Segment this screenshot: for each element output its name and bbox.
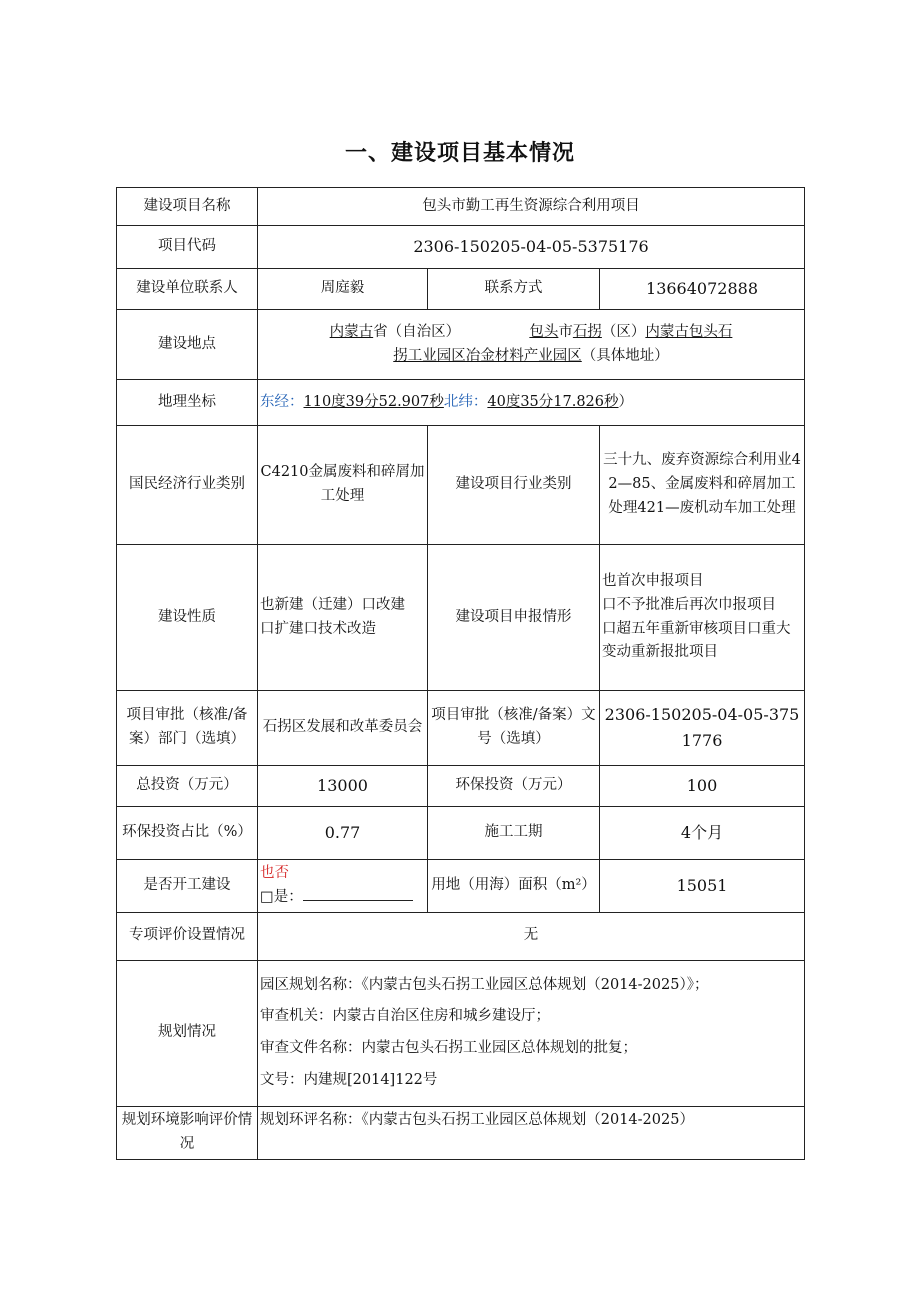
value-plan-eia: 规划环评名称：《内蒙古包头石拐工业园区总体规划（2014-2025） (258, 1106, 805, 1159)
table-row (117, 426, 805, 545)
nature-line-1: 也新建（迁建）口改建 (260, 596, 405, 613)
value-total-investment: 13000 (258, 766, 428, 807)
value-project-name: 包头市勤工再生资源综合利用项目 (258, 188, 805, 226)
page-title: 一、建设项目基本情况 (344, 141, 575, 166)
value-location (258, 310, 805, 380)
value-started (258, 860, 428, 913)
table-row (117, 807, 805, 860)
value-phone: 13664072888 (600, 269, 805, 310)
table-row (117, 545, 805, 691)
value-env-ratio: 0.77 (258, 807, 428, 860)
label-industry: 国民经济行业类别 (117, 426, 258, 545)
location-park-line1: 内蒙古包头石 (645, 323, 733, 340)
table-row (117, 380, 805, 426)
label-nature: 建设性质 (117, 545, 258, 691)
location-city-mid: 市 (558, 323, 573, 340)
label-project-code: 项目代码 (117, 226, 258, 269)
east-value: 110度39分52.907秒 (303, 393, 444, 410)
value-report (600, 545, 805, 691)
label-contact-method: 联系方式 (428, 269, 600, 310)
started-yes-blank (303, 886, 413, 901)
label-approval-doc: 项目审批（核准/备案）文号（选填） (428, 691, 600, 766)
label-period: 施工工期 (428, 807, 600, 860)
label-env-ratio: 环保投资占比（%） (117, 807, 258, 860)
value-project-industry: 三十九、废弃资源综合利用业42—85、金属废料和碎屑加工处理421—废机动车加工处理 (600, 426, 805, 545)
location-district-suffix: （区） (601, 323, 646, 340)
table-row (117, 226, 805, 269)
started-no-option: 也否 (260, 865, 289, 881)
started-yes-option: □是： (260, 888, 303, 905)
table-row (117, 766, 805, 807)
north-value: 40度35分17.826秒 (487, 393, 619, 410)
report-line: 口不予批准后再次巾报项目 (602, 596, 776, 613)
table-row (117, 860, 805, 913)
label-total-investment: 总投资（万元） (117, 766, 258, 807)
value-area: 15051 (600, 860, 805, 913)
value-industry: C4210金属废料和碎屑加工处理 (258, 426, 428, 545)
location-address-suffix: （具体地址） (581, 347, 669, 364)
label-special-eval: 专项评价设置情况 (117, 912, 258, 960)
report-line: 也首次申报项目 (602, 572, 704, 589)
label-approval-dept: 项目审批（核准/备案）部门（选填） (117, 691, 258, 766)
value-nature (258, 545, 428, 691)
nature-line-2: 口扩建口技术改造 (260, 620, 376, 637)
table-row (117, 188, 805, 226)
location-province: 内蒙古 (329, 323, 374, 340)
value-special-eval: 无 (258, 912, 805, 960)
label-area: 用地（用海）面积（m²） (428, 860, 600, 913)
location-province-suffix: 省（自治区） (373, 323, 461, 340)
value-approval-doc: 2306-150205-04-05-3751776 (600, 691, 805, 766)
value-period: 4个月 (600, 807, 805, 860)
north-label: 北纬： (443, 393, 488, 410)
coords-close: ） (618, 393, 634, 410)
table-row (117, 1106, 805, 1159)
planning-line: 审查文件名称：内蒙古包头石拐工业园区总体规划的批复； (260, 1040, 637, 1057)
value-approval-dept: 石拐区发展和改革委员会 (258, 691, 428, 766)
planning-line: 审查机关：内蒙古自治区住房和城乡建设厅； (260, 1008, 550, 1025)
planning-line: 文号：内建规[2014]122号 (260, 1072, 438, 1089)
table-row (117, 269, 805, 310)
label-location: 建设地点 (117, 310, 258, 380)
table-row (117, 960, 805, 1106)
planning-line: 园区规划名称：《内蒙古包头石拐工业园区总体规划（2014-2025）》； (260, 976, 709, 993)
label-project-name: 建设项目名称 (117, 188, 258, 226)
value-project-code: 2306-150205-04-05-5375176 (258, 226, 805, 269)
location-park-line2: 拐工业园区冶金材料产业园区 (393, 347, 582, 364)
value-contact: 周庭毅 (258, 269, 428, 310)
label-planning: 规划情况 (117, 960, 258, 1106)
location-city: 包头 (529, 323, 559, 340)
label-started: 是否开工建设 (117, 860, 258, 913)
label-coords: 地理坐标 (117, 380, 258, 426)
report-line: 口超五年重新审核项目口重大 (602, 620, 791, 637)
label-plan-eia: 规划环境影响评价情况 (117, 1106, 258, 1159)
project-info-table (116, 187, 805, 1160)
label-report: 建设项目申报情形 (428, 545, 600, 691)
label-project-industry: 建设项目行业类别 (428, 426, 600, 545)
report-line: 变动重新报批项目 (602, 644, 718, 661)
table-row (117, 310, 805, 380)
value-planning (258, 960, 805, 1106)
label-env-investment: 环保投资（万元） (428, 766, 600, 807)
table-row (117, 912, 805, 960)
value-env-investment: 100 (600, 766, 805, 807)
value-coords (258, 380, 805, 426)
location-district: 石拐 (572, 323, 602, 340)
label-contact: 建设单位联系人 (117, 269, 258, 310)
east-label: 东经： (260, 393, 304, 410)
table-row (117, 691, 805, 766)
